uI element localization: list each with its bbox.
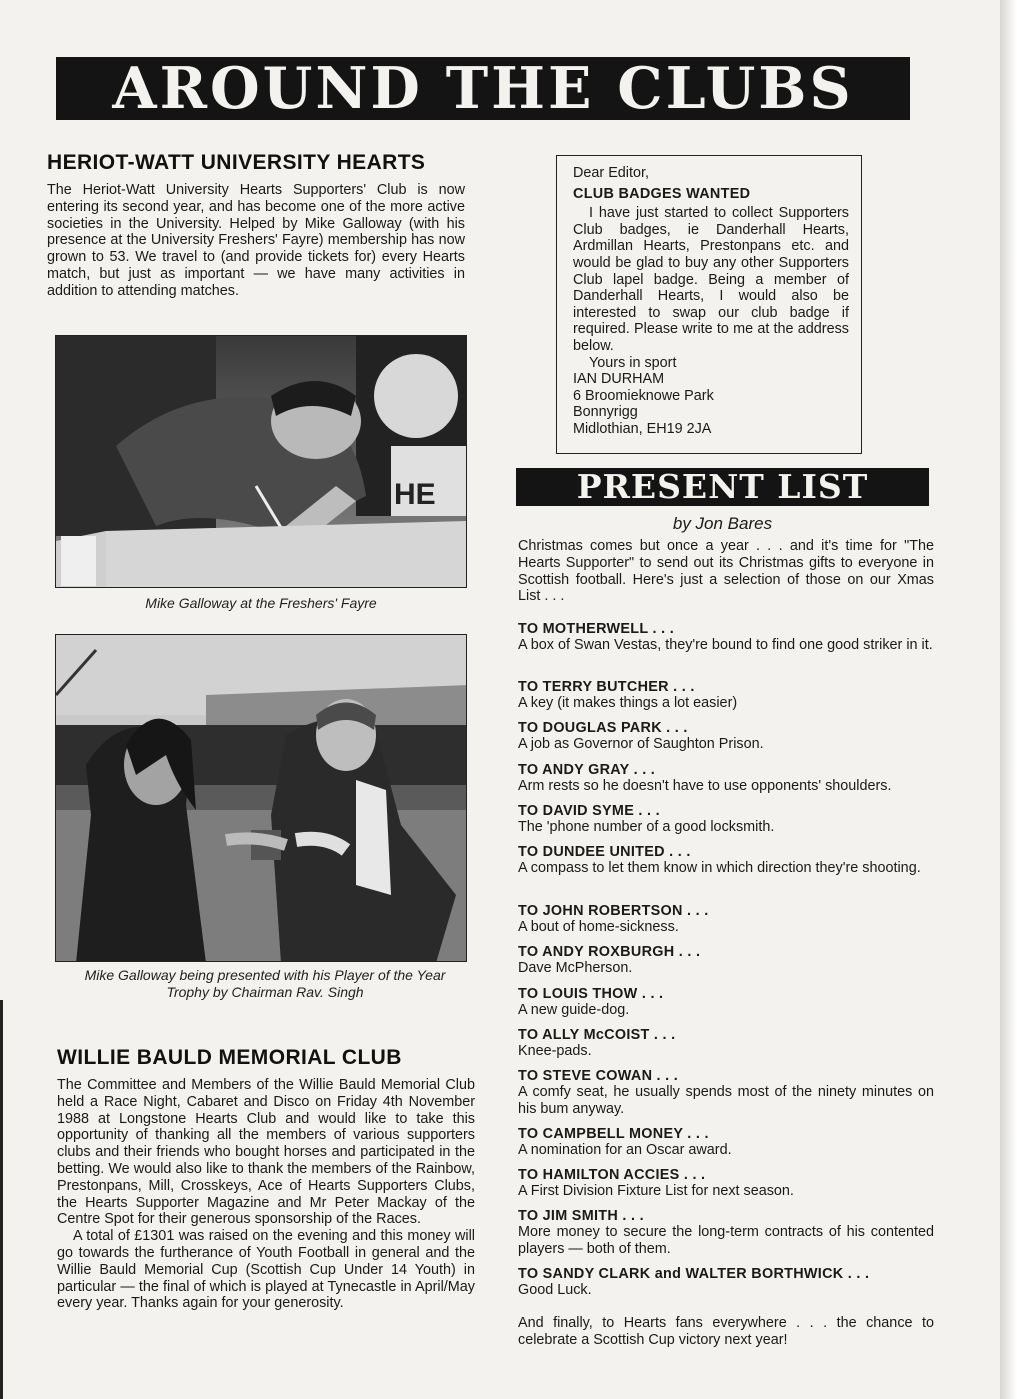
present-item-gift: A bout of home-sickness. <box>518 919 679 935</box>
heriot-body <box>47 182 465 300</box>
letter-salutation: Dear Editor, <box>573 165 649 181</box>
present-item-to: TO SANDY CLARK and WALTER BORTHWICK . . . <box>518 1266 870 1282</box>
binding-edge <box>0 1000 3 1399</box>
present-item-gift: A key (it makes things a lot easier) <box>518 695 738 711</box>
willie-para2: A total of £1301 was raised on the evening and this money will go towards the furtherance of Youth Football in general and the Willie Bauld Memorial Cup (Scottish Cup Under 14 Youth) in particular — the final of which is played at Tynecastle in April/May every year. Thanks again for your generosity. <box>57 1228 475 1312</box>
photo1-caption: Mike Galloway at the Freshers' Fayre <box>145 595 377 611</box>
present-item-to: TO LOUIS THOW . . . <box>518 986 664 1002</box>
photo2-caption-line2: Trophy by Chairman Rav. Singh <box>166 984 364 1000</box>
letter-name: IAN DURHAM <box>573 371 665 388</box>
photo2-caption <box>55 967 475 1001</box>
present-item-gift: A comfy seat, he usually spends most of the ninety minutes on his bum anyway. <box>518 1084 934 1117</box>
present-intro: Christmas comes but once a year . . . and it's time for "The Hearts Supporter" to send out its Christmas gifts to everyone in Scottish football. Here's just a selection of those on our Xmas List . . . <box>518 538 934 605</box>
present-item-gift: The 'phone number of a good locksmith. <box>518 819 775 835</box>
letter-address-line1: 6 Broomieknowe Park <box>573 387 714 404</box>
present-item-gift: A compass to let them know in which direction they're shooting. <box>518 860 921 876</box>
present-item-gift: A new guide-dog. <box>518 1002 630 1018</box>
photo-player-of-year-image <box>56 635 467 962</box>
letter-body: I have just started to collect Supporters Club badges, ie Danderhall Hearts, Ardmillan Hearts, Prestonpans etc. and would be glad to buy any other Supporters Club lapel badge. Being a member of Danderhall Hearts, I would also be interested to swap our club badge if required. Please write to me at the address below. <box>573 205 849 354</box>
photo2-caption-line1: Mike Galloway being presented with his Player of the Year <box>84 967 446 983</box>
present-item-gift: A box of Swan Vestas, they're bound to find one good striker in it. <box>518 637 933 653</box>
heriot-body-text: The Heriot-Watt University Hearts Supporters' Club is now entering its second year, and has become one of the more active societies in the University. Helped by Mike Galloway (with his presence at the University Freshers' Fayre) membership has now grown to 53. We travel to (and provide tickets for) every Hearts match, but just as important — we have many activities in addition to attending matches. <box>47 182 465 299</box>
present-item-to: TO JOHN ROBERTSON . . . <box>518 903 709 919</box>
present-item-gift: A job as Governor of Saughton Prison. <box>518 736 764 752</box>
svg-text:HE: HE <box>394 478 436 511</box>
present-item-gift: Knee-pads. <box>518 1043 592 1059</box>
present-item-to: TO DAVID SYME . . . <box>518 803 660 819</box>
present-item-gift: More money to secure the long-term contracts of his contented players — both of them. <box>518 1224 934 1257</box>
present-list-banner: PRESENT LIST <box>516 468 929 506</box>
present-item-gift: Dave McPherson. <box>518 960 633 976</box>
present-item-to: TO ALLY McCOIST . . . <box>518 1027 676 1043</box>
willie-heading: WILLIE BAULD MEMORIAL CLUB <box>57 1046 402 1069</box>
present-item-to: TO MOTHERWELL . . . <box>518 621 675 637</box>
letter-heading: CLUB BADGES WANTED <box>573 185 751 202</box>
present-item-to: TO STEVE COWAN . . . <box>518 1068 679 1084</box>
present-item-gift: Arm rests so he doesn't have to use opponents' shoulders. <box>518 778 892 794</box>
present-item-to: TO ANDY GRAY . . . <box>518 762 656 778</box>
present-item-gift: A First Division Fixture List for next season. <box>518 1183 794 1199</box>
heriot-heading: HERIOT-WATT UNIVERSITY HEARTS <box>47 151 426 174</box>
willie-para1: The Committee and Members of the Willie Bauld Memorial Club held a Race Night, Cabaret and Disco on Friday 4th November 1988 at Longstone Hearts Club and would like to take this opportunity of thanking all the members of various supporters clubs and their friends who bought horses and participated in the betting. We would also like to thank the members of the Rainbow, Prestonpans, Mill, Crosskeys, Ace of Hearts Supporters Clubs, the Hearts Supporter Magazine and Mr Peter Mackay of the Centre Spot for their generous sponsorship of the Races. <box>57 1077 475 1228</box>
letter-address-line3: Midlothian, EH19 2JA <box>573 420 712 437</box>
willie-body <box>57 1077 475 1312</box>
photo-freshers-fayre <box>55 335 467 588</box>
present-item-to: TO JIM SMITH . . . <box>518 1208 644 1224</box>
present-item-to: TO DOUGLAS PARK . . . <box>518 720 688 736</box>
present-item-to: TO HAMILTON ACCIES . . . <box>518 1167 706 1183</box>
letter-box <box>556 155 862 454</box>
page-title-banner: AROUND THE CLUBS <box>56 57 910 120</box>
present-item-gift: A nomination for an Oscar award. <box>518 1142 732 1158</box>
present-byline: by Jon Bares <box>672 514 773 533</box>
present-closing: And finally, to Hearts fans everywhere . . . the chance to celebrate a Scottish Cup victory next year! <box>518 1315 934 1348</box>
present-item-to: TO CAMPBELL MONEY . . . <box>518 1126 709 1142</box>
photo-player-of-year <box>55 634 467 962</box>
page-edge <box>1000 0 1017 1399</box>
photo-freshers-fayre-image <box>56 336 467 588</box>
present-item-gift: Good Luck. <box>518 1282 592 1298</box>
present-item-to: TO ANDY ROXBURGH . . . <box>518 944 701 960</box>
present-item-to: TO TERRY BUTCHER . . . <box>518 679 695 695</box>
present-item-to: TO DUNDEE UNITED . . . <box>518 844 691 860</box>
letter-address-line2: Bonnyrigg <box>573 404 638 421</box>
letter-signoff: Yours in sport <box>589 354 677 371</box>
